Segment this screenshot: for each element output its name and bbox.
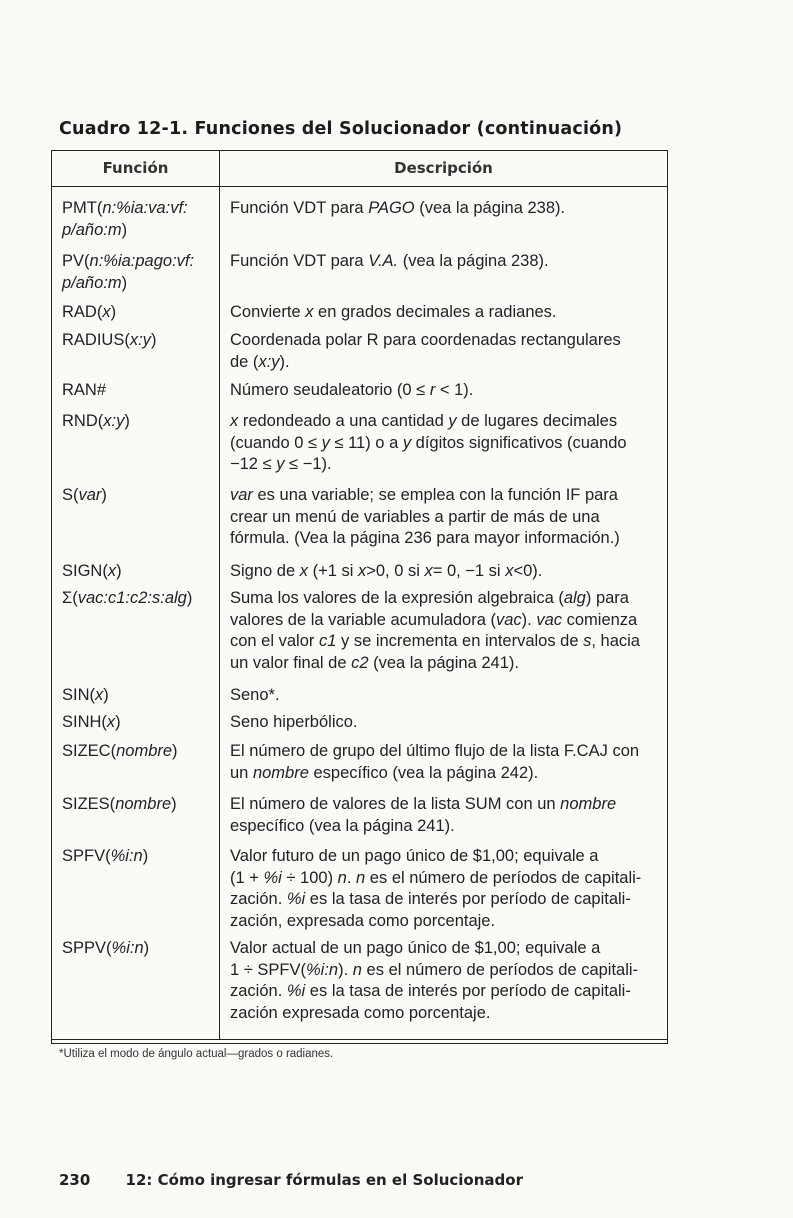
function-name (62, 411, 212, 433)
function-name-line: S(var) (62, 486, 107, 504)
column-header-description: Descripción (394, 159, 493, 177)
description-line: crear un menú de variables a partir de más de una (230, 507, 600, 526)
description-line: El número de valores de la lista SUM con un nombre (230, 795, 617, 813)
chapter-title: 12: Cómo ingresar fórmulas en el Solucionador (125, 1171, 523, 1189)
function-description (230, 685, 660, 707)
function-name (62, 712, 212, 734)
description-line: Signo de x (+1 si x>0, 0 si x= 0, −1 si x<0). (230, 562, 543, 580)
function-name-line: p/año:m) (62, 273, 128, 292)
function-name (62, 588, 212, 610)
function-name-line: SINH(x) (62, 713, 121, 731)
description-line: valores de la variable acumuladora (vac). vac comienza (230, 610, 638, 629)
function-name (62, 685, 212, 707)
function-name-line: RAD(x) (62, 303, 117, 321)
description-line: Coordenada polar R para coordenadas rectangulares (230, 331, 621, 349)
description-line: −12 ≤ y ≤ −1). (230, 455, 332, 473)
function-name-line: PMT(n:%ia:va:vf: (62, 199, 188, 217)
description-line: Función VDT para V.A. (vea la página 238). (230, 252, 549, 270)
description-line: zación, expresada como porcentaje. (230, 911, 496, 930)
function-description (230, 846, 660, 932)
description-line: (cuando 0 ≤ y ≤ 11) o a y dígitos significativos (cuando (230, 433, 627, 452)
function-name (62, 330, 212, 352)
description-line: específico (vea la página 241). (230, 816, 455, 835)
header-divider (52, 186, 667, 187)
description-line: Suma los valores de la expresión algebraica (alg) para (230, 589, 629, 607)
column-header-function: Función (102, 159, 169, 177)
description-line: Valor futuro de un pago único de $1,00; equivale a (230, 847, 599, 865)
function-description (230, 411, 660, 476)
column-divider (219, 151, 220, 1039)
description-line: Número seudaleatorio (0 ≤ r < 1). (230, 381, 474, 399)
page-number: 230 (59, 1171, 91, 1189)
function-description (230, 380, 660, 402)
description-line: 1 ÷ SPFV(%i:n). n es el número de períodos de capitali- (230, 960, 639, 979)
function-description (230, 251, 660, 273)
function-name (62, 380, 212, 402)
function-name-line: Σ(vac:c1:c2:s:alg) (62, 589, 193, 607)
function-description (230, 588, 660, 674)
function-name-line: SPPV(%i:n) (62, 939, 150, 957)
function-name (62, 561, 212, 583)
function-name-line: RND(x:y) (62, 412, 130, 430)
function-name-line: p/año:m) (62, 220, 128, 239)
footnote: *Utiliza el modo de ángulo actual—grados o radianes. (59, 1048, 334, 1060)
page-footer (59, 1171, 523, 1189)
description-line: Seno*. (230, 686, 280, 704)
description-line: con el valor c1 y se incrementa en intervalos de s, hacia (230, 632, 640, 650)
description-line: fórmula. (Vea la página 236 para mayor información.) (230, 529, 620, 547)
function-name (62, 846, 212, 868)
function-description (230, 330, 660, 373)
function-description (230, 485, 660, 550)
function-name (62, 198, 212, 241)
function-description (230, 741, 660, 784)
function-description (230, 561, 660, 583)
function-name (62, 251, 212, 294)
function-name-line: SIZEC(nombre) (62, 742, 178, 760)
function-name-line: PV(n:%ia:pago:vf: (62, 252, 195, 270)
function-description (230, 712, 660, 734)
description-line: Función VDT para PAGO (vea la página 238). (230, 199, 566, 217)
function-name (62, 485, 212, 507)
description-line: zación. %i es la tasa de interés por período de capitali- (230, 982, 631, 1000)
description-line: un nombre específico (vea la página 242). (230, 763, 539, 782)
description-line: Seno hiperbólico. (230, 713, 358, 731)
description-line: zación expresada como porcentaje. (230, 1003, 491, 1022)
description-line: Valor actual de un pago único de $1,00; equivale a (230, 939, 601, 957)
function-name-line: SIZES(nombre) (62, 795, 177, 813)
function-name (62, 794, 212, 816)
function-name-line: SIGN(x) (62, 562, 122, 580)
function-description (230, 302, 660, 324)
description-line: x redondeado a una cantidad y de lugares decimales (230, 412, 618, 430)
function-description (230, 938, 660, 1024)
description-line: var es una variable; se emplea con la función IF para (230, 486, 618, 504)
description-line: de (x:y). (230, 352, 290, 371)
function-name (62, 302, 212, 324)
function-description (230, 794, 660, 837)
function-name-line: SPFV(%i:n) (62, 847, 149, 865)
function-name (62, 741, 212, 763)
table-title: Cuadro 12-1. Funciones del Solucionador (continuación) (59, 119, 623, 139)
description-line: (1 + %i ÷ 100) n. n es el número de períodos de capitali- (230, 868, 642, 887)
function-name (62, 938, 212, 960)
description-line: un valor final de c2 (vea la página 241). (230, 653, 519, 672)
functions-table (51, 150, 668, 1044)
description-line: El número de grupo del último flujo de la lista F.CAJ con (230, 742, 640, 760)
description-line: zación. %i es la tasa de interés por período de capitali- (230, 890, 631, 908)
description-line: Convierte x en grados decimales a radianes. (230, 303, 557, 321)
function-name-line: RAN# (62, 381, 107, 399)
function-description (230, 198, 660, 220)
function-name-line: SIN(x) (62, 686, 109, 704)
function-name-line: RADIUS(x:y) (62, 331, 157, 349)
footnote-divider (52, 1039, 667, 1040)
